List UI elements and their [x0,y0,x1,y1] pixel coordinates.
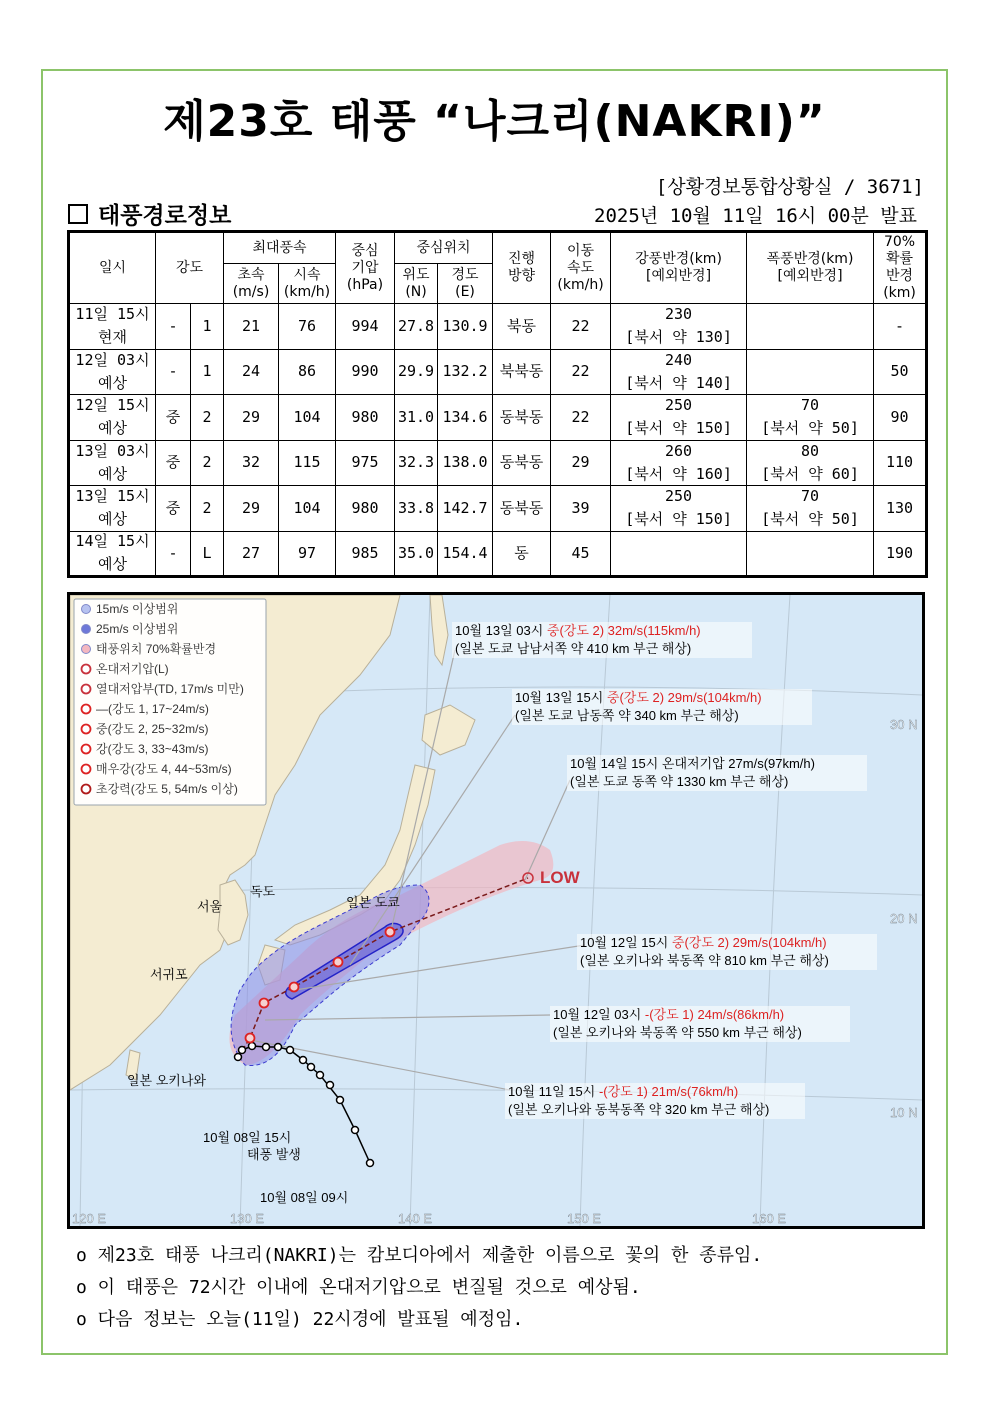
svg-text:140 E: 140 E [398,1211,432,1226]
cell-class: 중 [156,440,191,486]
note-2: o 이 태풍은 72시간 이내에 온대저기압으로 변질될 것으로 예상됨. [76,1277,641,1298]
legend [74,599,266,805]
cell-probability: 110 [874,440,927,486]
forecast-point [260,999,269,1008]
header-lon: 경도 (E) [438,264,493,304]
legend-symbol-icon [82,645,91,654]
cell-speed: 22 [551,395,611,441]
cell-strong-radius [611,531,747,577]
svg-text:160 E: 160 E [752,1211,786,1226]
cell-speed: 39 [551,486,611,532]
past-point [287,1047,294,1054]
cell-lon: 134.6 [438,395,493,441]
header-max-wind: 최대풍속 [224,232,336,264]
cell-lat: 29.9 [395,349,438,395]
legend-item: 강(강도 3, 33~43m/s) [96,742,209,756]
callout-line-2: (일본 오키나와 북동쪽 약 550 km 부근 해상) [553,1025,802,1040]
hokkaido [422,705,475,755]
cell-lat: 27.8 [395,304,438,350]
cell-wind-kmh: 86 [279,349,336,395]
past-point [317,1072,324,1079]
cell-storm-radius: 70 [북서 약 50] [747,486,874,532]
past-point [367,1160,374,1167]
header-time: 일시 [69,232,156,304]
header-kmh: 시속 (km/h) [279,264,336,304]
cell-grade: 2 [191,486,224,532]
legend-symbol-icon [82,625,91,634]
legend-symbol-icon [82,785,91,794]
callout-line-1: 10월 11일 15시 -(강도 1) 21m/s(76km/h) [508,1084,739,1099]
callout-line-2: (일본 오키나와 동북동쪽 약 320 km 부근 해상) [508,1102,770,1117]
header-pressure: 중심 기압 (hPa) [336,232,395,304]
cell-grade: 1 [191,304,224,350]
section-heading [68,197,231,230]
legend-symbol-icon [82,605,91,614]
note-3: o 다음 정보는 오늘(11일) 22시경에 발표될 예정임. [76,1309,524,1330]
svg-text:30 N: 30 N [890,717,918,732]
cell-probability: 50 [874,349,927,395]
start-time: 10월 08일 09시 [260,1190,349,1205]
checkbox-icon [68,204,88,224]
header-position: 중심위치 [395,232,493,264]
cell-time: 11일 15시 현재 [69,304,156,350]
cell-pressure: 994 [336,304,395,350]
cell-direction: 동북동 [493,395,551,441]
cell-wind-kmh: 104 [279,486,336,532]
cell-time: 13일 15시 예상 [69,486,156,532]
map-svg [70,595,922,1226]
table-row [69,395,927,441]
past-point [337,1097,344,1104]
cell-direction: 북북동 [493,349,551,395]
cell-wind-kmh: 97 [279,531,336,577]
cell-class: 중 [156,395,191,441]
cell-lon: 130.9 [438,304,493,350]
header-direction: 진행 방향 [493,232,551,304]
cell-speed: 22 [551,349,611,395]
cell-direction: 동북동 [493,440,551,486]
cell-wind-ms: 24 [224,349,279,395]
cell-wind-ms: 32 [224,440,279,486]
cell-direction: 동북동 [493,486,551,532]
cell-storm-radius [747,349,874,395]
cell-strong-radius: 260 [북서 약 160] [611,440,747,486]
legend-symbol-icon [82,685,91,694]
cell-speed: 29 [551,440,611,486]
past-point [239,1047,246,1054]
callout-line-2: (일본 도쿄 남동쪽 약 340 km 부근 해상) [515,708,739,723]
department-label: [상황경보통합상황실 / 3671] [655,176,924,198]
past-point [308,1064,315,1071]
forecast-point [246,1034,255,1043]
table-row [69,440,927,486]
header-probability: 70% 확률 반경 (km) [874,232,927,304]
legend-symbol-icon [82,705,91,714]
cell-direction: 동 [493,531,551,577]
cell-probability: 130 [874,486,927,532]
table-header [69,232,927,304]
cell-wind-ms: 21 [224,304,279,350]
callout-line-1: 10월 13일 15시 중(강도 2) 29m/s(104km/h) [515,690,762,705]
cell-lon: 154.4 [438,531,493,577]
table-row [69,531,927,577]
header-strong-radius: 강풍반경(km) [예외반경] [611,232,747,304]
callout-line-2: (일본 도쿄 남남서쪽 약 410 km 부근 해상) [455,641,692,656]
callout-line-1: 10월 12일 15시 중(강도 2) 29m/s(104km/h) [580,935,827,950]
note-1: o 제23호 태풍 나크리(NAKRI)는 캄보디아에서 제출한 이름으로 꽃의 한 종류임. [76,1245,763,1266]
cell-wind-kmh: 76 [279,304,336,350]
issued-time: 2025년 10월 11일 16시 00분 발표 [594,205,917,227]
cell-storm-radius [747,304,874,350]
cell-class: - [156,304,191,350]
header-ms: 초속 (m/s) [224,264,279,304]
sakhalin [430,595,448,665]
table-row [69,349,927,395]
cell-time: 14일 15시 예상 [69,531,156,577]
legend-item: 초강력(강도 5, 54m/s 이상) [96,782,238,796]
table-row [69,486,927,532]
cell-wind-ms: 29 [224,486,279,532]
place-dokdo: 독도 [250,884,276,899]
callout-line-1: 10월 14일 15시 온대저기압 27m/s(97km/h) [570,756,815,771]
notes [76,1240,762,1336]
header-lat: 위도 (N) [395,264,438,304]
cell-strong-radius: 240 [북서 약 140] [611,349,747,395]
document-title: 제23호 태풍 “나크리(NAKRI)” [163,96,826,147]
legend-symbol-icon [82,745,91,754]
cell-direction: 북동 [493,304,551,350]
legend-item: 25m/s 이상범위 [96,622,179,636]
cell-grade: 2 [191,395,224,441]
forecast-point [290,983,299,992]
past-point [235,1054,242,1061]
genesis-label: 태풍 발생 [247,1147,301,1162]
forecast-point [386,928,395,937]
forecast-point [334,958,343,967]
cell-pressure: 980 [336,395,395,441]
section-title: 태풍경로정보 [98,203,232,229]
place-seogwipo: 서귀포 [150,967,188,982]
cell-grade: 2 [191,440,224,486]
cell-probability: 190 [874,531,927,577]
place-tokyo: 일본 도쿄 [346,895,400,910]
cell-wind-kmh: 115 [279,440,336,486]
cell-lat: 32.3 [395,440,438,486]
header-intensity: 강도 [156,232,224,304]
legend-item: 온대저기압(L) [96,662,169,676]
cell-lon: 138.0 [438,440,493,486]
table-row [69,304,927,350]
legend-symbol-icon [82,725,91,734]
callout-line-1: 10월 13일 03시 중(강도 2) 32m/s(115km/h) [455,623,701,638]
cell-storm-radius [747,531,874,577]
cell-storm-radius: 70 [북서 약 50] [747,395,874,441]
past-point [327,1082,334,1089]
legend-item: 열대저압부(TD, 17m/s 미만) [96,682,244,696]
legend-item: 태풍위치 70%확률반경 [96,642,217,656]
track-table [67,230,928,578]
legend-symbol-icon [82,765,91,774]
cell-class: 중 [156,486,191,532]
cell-strong-radius: 230 [북서 약 130] [611,304,747,350]
svg-text:130 E: 130 E [230,1211,264,1226]
cell-class: - [156,531,191,577]
callout-line-2: (일본 도쿄 동쪽 약 1330 km 부근 해상) [570,774,789,789]
past-point [300,1057,307,1064]
past-point [263,1044,270,1051]
cell-grade: 1 [191,349,224,395]
cell-lon: 142.7 [438,486,493,532]
cell-pressure: 990 [336,349,395,395]
svg-text:20 N: 20 N [890,911,918,926]
low-label: LOW [540,868,580,887]
cell-probability: - [874,304,927,350]
header-speed: 이동 속도 (km/h) [551,232,611,304]
cell-time: 13일 03시 예상 [69,440,156,486]
cell-wind-ms: 29 [224,395,279,441]
track-map [67,592,925,1229]
svg-text:150 E: 150 E [567,1211,601,1226]
cell-speed: 45 [551,531,611,577]
cell-speed: 22 [551,304,611,350]
genesis-time: 10월 08일 15시 [203,1130,292,1145]
legend-item: 중(강도 2, 25~32m/s) [96,722,209,736]
header-storm-radius: 폭풍반경(km) [예외반경] [747,232,874,304]
callout-line-2: (일본 오키나와 북동쪽 약 810 km 부근 해상) [580,953,829,968]
cell-grade: L [191,531,224,577]
past-point [249,1043,256,1050]
cell-time: 12일 15시 예상 [69,395,156,441]
cell-lat: 35.0 [395,531,438,577]
cell-probability: 90 [874,395,927,441]
legend-item: 15m/s 이상범위 [96,602,179,616]
cell-class: - [156,349,191,395]
cell-pressure: 980 [336,486,395,532]
legend-symbol-icon [82,665,91,674]
callout-line-1: 10월 12일 03시 -(강도 1) 24m/s(86km/h) [553,1007,785,1022]
past-point [352,1127,359,1134]
table-body [69,304,927,577]
place-seoul: 서울 [197,899,223,914]
cell-wind-ms: 27 [224,531,279,577]
cell-lon: 132.2 [438,349,493,395]
svg-text:10 N: 10 N [890,1105,918,1120]
cell-strong-radius: 250 [북서 약 150] [611,395,747,441]
legend-item: 매우강(강도 4, 44~53m/s) [96,762,232,776]
place-okinawa: 일본 오키나와 [127,1073,206,1088]
cell-time: 12일 03시 예상 [69,349,156,395]
cell-lat: 33.8 [395,486,438,532]
legend-item: —(강도 1, 17~24m/s) [96,702,209,716]
cell-pressure: 975 [336,440,395,486]
cell-strong-radius: 250 [북서 약 150] [611,486,747,532]
past-point [275,1044,282,1051]
cell-pressure: 985 [336,531,395,577]
cell-storm-radius: 80 [북서 약 60] [747,440,874,486]
svg-text:120 E: 120 E [72,1211,106,1226]
cell-lat: 31.0 [395,395,438,441]
cell-wind-kmh: 104 [279,395,336,441]
